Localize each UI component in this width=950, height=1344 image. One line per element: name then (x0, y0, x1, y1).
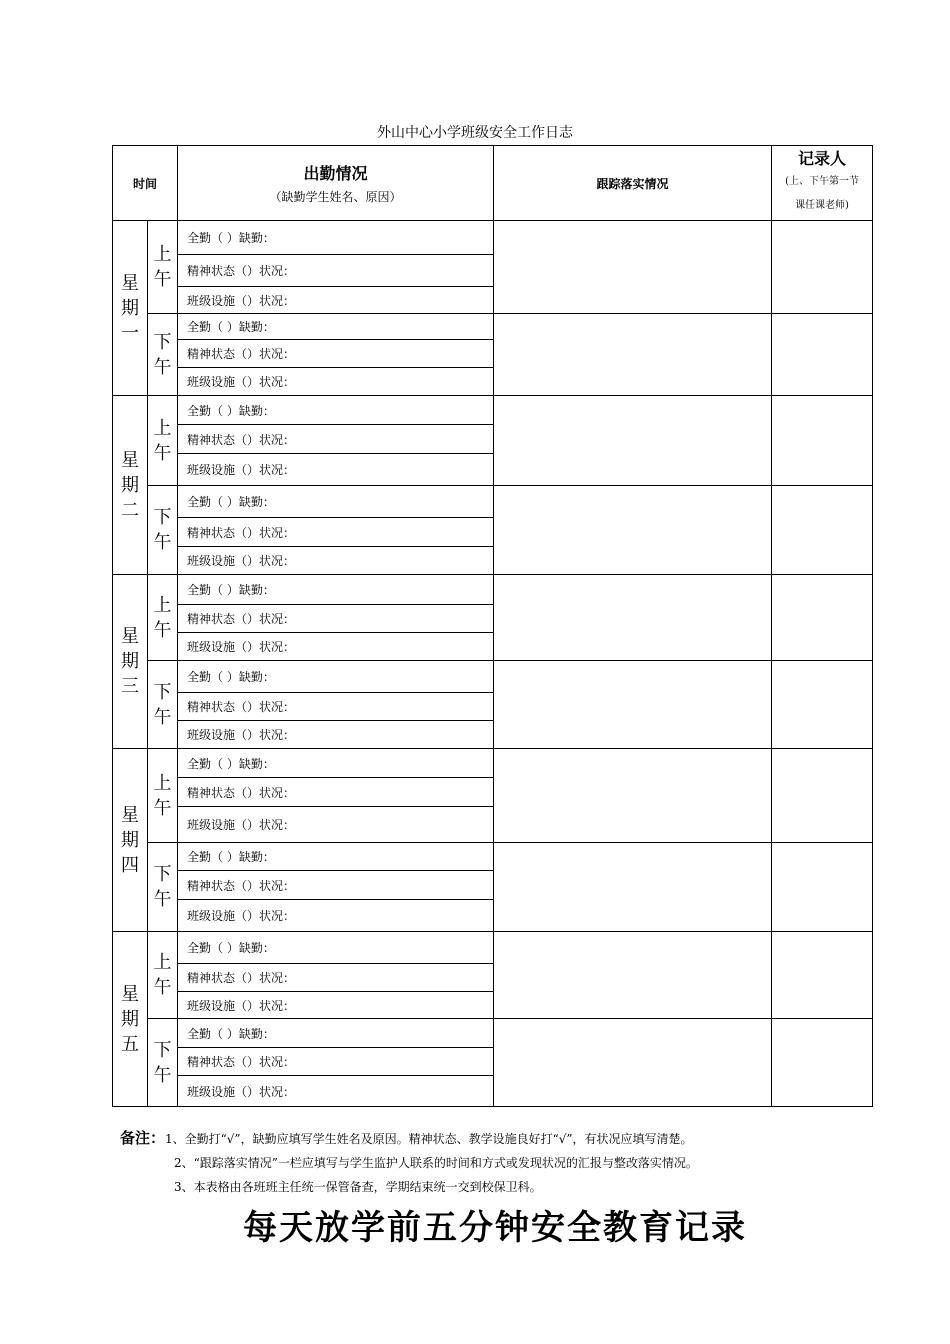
day-label: 星期三 (121, 626, 139, 697)
recorder-cell[interactable] (772, 314, 873, 396)
period-label: 上午 (153, 952, 172, 998)
log-row (113, 396, 873, 425)
recorder-cell[interactable] (772, 221, 873, 314)
check-item-cell[interactable]: 班级设施（）状况： (178, 900, 494, 932)
period-label-cell (148, 749, 178, 843)
tracking-cell[interactable] (494, 749, 772, 843)
log-row (113, 661, 873, 693)
check-item-cell[interactable]: 精神状态（）状况： (178, 778, 494, 807)
period-label-cell (148, 843, 178, 932)
check-item-cell[interactable]: 全勤（ ）缺勤： (178, 661, 494, 693)
document-title: 外山中心小学班级安全工作日志 (377, 125, 573, 141)
check-item-cell[interactable]: 全勤（ ）缺勤： (178, 843, 494, 871)
check-item-cell[interactable]: 班级设施（）状况： (178, 1076, 494, 1107)
day-label-cell (113, 396, 148, 575)
log-row (113, 932, 873, 964)
check-item-cell[interactable]: 精神状态（）状况： (178, 964, 494, 992)
attendance-header-label: 出勤情况 (303, 164, 368, 183)
check-item-cell[interactable]: 全勤（ ）缺勤： (178, 1019, 494, 1048)
tracking-cell[interactable] (494, 314, 772, 396)
period-label: 下午 (153, 681, 172, 728)
tracking-cell[interactable] (494, 396, 772, 486)
recorder-cell[interactable] (772, 661, 873, 749)
check-item-cell[interactable]: 精神状态（）状况： (178, 605, 494, 633)
tracking-cell[interactable] (494, 932, 772, 1019)
recorder-cell[interactable] (772, 486, 873, 575)
period-label: 上午 (153, 594, 172, 641)
check-item-cell[interactable]: 全勤（ ）缺勤： (178, 749, 494, 778)
check-item-cell[interactable]: 班级设施（）状况： (178, 721, 494, 749)
tracking-cell[interactable] (494, 221, 772, 314)
check-item-cell[interactable]: 全勤（ ）缺勤： (178, 221, 494, 255)
attendance-header-note: （缺勤学生姓名、原因） (269, 190, 402, 204)
check-item-cell[interactable]: 班级设施（）状况： (178, 807, 494, 843)
log-row (113, 575, 873, 605)
day-label: 星期一 (121, 272, 139, 344)
check-item-cell[interactable]: 精神状态（）状况： (178, 340, 494, 368)
period-label: 下午 (153, 331, 172, 378)
note-3: 3、本表格由各班班主任统一保管备查，学期结束统一交到校保卫科。 (174, 1180, 542, 1194)
recorder-cell[interactable] (772, 575, 873, 661)
period-label-cell (148, 575, 178, 661)
tracking-cell[interactable] (494, 575, 772, 661)
check-item-cell[interactable]: 精神状态（）状况： (178, 693, 494, 721)
period-label-cell (148, 661, 178, 749)
attendance-header (178, 146, 494, 221)
tracking-header: 跟踪落实情况 (494, 146, 772, 221)
log-row (113, 749, 873, 778)
log-row (113, 221, 873, 255)
period-label: 上午 (153, 417, 172, 464)
check-item-cell[interactable]: 精神状态（）状况： (178, 1048, 494, 1076)
check-item-cell[interactable]: 班级设施（）状况： (178, 633, 494, 661)
log-row (113, 314, 873, 340)
recorder-header (772, 146, 873, 221)
recorder-header-note-1: (上、下午第一节 (785, 176, 859, 187)
check-item-cell[interactable]: 全勤（ ）缺勤： (178, 314, 494, 340)
log-row (113, 486, 873, 518)
period-label-cell (148, 396, 178, 486)
tracking-cell[interactable] (494, 661, 772, 749)
recorder-cell[interactable] (772, 932, 873, 1019)
check-item-cell[interactable]: 全勤（ ）缺勤： (178, 575, 494, 605)
header-row (113, 146, 873, 221)
tracking-cell[interactable] (494, 486, 772, 575)
recorder-header-label: 记录人 (798, 149, 847, 168)
check-item-cell[interactable]: 全勤（ ）缺勤： (178, 486, 494, 518)
recorder-cell[interactable] (772, 1019, 873, 1107)
period-label: 上午 (153, 772, 172, 819)
day-label-cell (113, 932, 148, 1107)
day-label: 星期二 (121, 449, 139, 521)
tracking-cell[interactable] (494, 1019, 772, 1107)
period-label-cell (148, 1019, 178, 1107)
check-item-cell[interactable]: 班级设施（）状况： (178, 454, 494, 486)
log-row (113, 1019, 873, 1048)
day-label-cell (113, 749, 148, 932)
period-label-cell (148, 486, 178, 575)
check-item-cell[interactable]: 精神状态（）状况： (178, 255, 494, 287)
period-label: 下午 (153, 864, 172, 910)
note-2: 2、“跟踪落实情况”一栏应填写与学生监护人联系的时间和方式或发现状况的汇报与整改落实情况。 (174, 1156, 698, 1170)
period-label-cell (148, 932, 178, 1019)
check-item-cell[interactable]: 精神状态（）状况： (178, 518, 494, 547)
check-item-cell[interactable]: 班级设施（）状况： (178, 992, 494, 1019)
footer-heading: 每天放学前五分钟安全教育记录 (243, 1208, 747, 1248)
recorder-cell[interactable] (772, 843, 873, 932)
day-label: 星期四 (121, 804, 139, 876)
note-1: 1、全勤打“√”，缺勤应填写学生姓名及原因。精神状态、教学设施良好打“√”，有状况应填写清楚。 (165, 1132, 693, 1146)
recorder-header-note-2: 课任课老师) (795, 200, 849, 211)
check-item-cell[interactable]: 班级设施（）状况： (178, 368, 494, 396)
recorder-cell[interactable] (772, 749, 873, 843)
day-label-cell (113, 575, 148, 749)
time-header: 时间 (113, 146, 178, 221)
safety-log-table (112, 145, 873, 1107)
note-line-1 (120, 1126, 698, 1151)
recorder-cell[interactable] (772, 396, 873, 486)
check-item-cell[interactable]: 精神状态（）状况： (178, 871, 494, 900)
day-label: 星期五 (121, 983, 139, 1055)
period-label-cell (148, 221, 178, 314)
check-item-cell[interactable]: 全勤（ ）缺勤： (178, 932, 494, 964)
period-label-cell (148, 314, 178, 396)
check-item-cell[interactable]: 班级设施（）状况： (178, 287, 494, 314)
notes-label: 备注： (120, 1129, 166, 1147)
check-item-cell[interactable]: 班级设施（）状况： (178, 547, 494, 575)
tracking-cell[interactable] (494, 843, 772, 932)
notes-section (120, 1126, 698, 1199)
day-label-cell (113, 221, 148, 396)
log-row (113, 843, 873, 871)
check-item-cell[interactable]: 全勤（ ）缺勤： (178, 396, 494, 425)
check-item-cell[interactable]: 精神状态（）状况： (178, 425, 494, 454)
period-label: 上午 (153, 244, 172, 290)
period-label: 下午 (153, 1039, 172, 1086)
period-label: 下午 (153, 507, 172, 553)
